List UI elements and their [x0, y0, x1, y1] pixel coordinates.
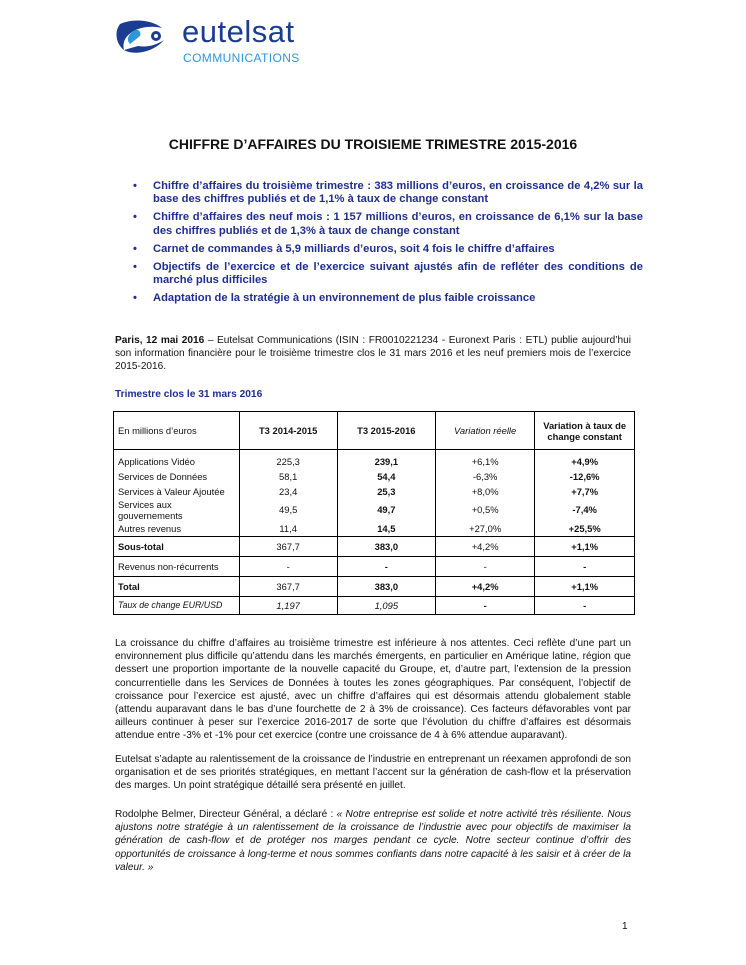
body-paragraph: La croissance du chiffre d’affaires au troisième trimestre est inférieure à nos attentes. Ceci reflète d’une part un environnement plus difficile qu’attendu dans les marchés émergents, en particulier en Amérique latine, région que dessert une proportion importante de la nouvelle capacité du Groupe, et, d’autre part, l’extension de la pression concurrentielle dans les Services de Données à toutes les zones géographiques. Par conséquent, l’objectif de croissance pour l’exercice est ajusté, avec un chiffre d’affaires qui est désormais attendu globalement stable (attendu auparavant dans le bas d’une fourchette de 2 à 3% de croissance). Ces facteurs défavorables vont par ailleurs continuer à peser sur l’exercice 2016-2017 de sorte que l’évolution du chiffre d’affaires est désormais attendue entre -3% et -1% pour cet exercice (contre une croissance de 4 à 6% attendue auparavant).: [115, 638, 631, 742]
quote-text: « Notre entreprise est solide et notre activité très résiliente. Nous ajustons notre stratégie à un ralentissement de la croissance de l’industrie avec pour objectifs de maximiser la génération de cash-flow et de protéger nos marges pendant ce cycle. Notre secteur continue d’offrir des opportunités de croissance à long-terme et nous sommes confiants dans notre capacité à les saisir et à créer de la valeur. »: [115, 809, 631, 873]
table-header-cell: T3 2014-2015: [239, 412, 337, 450]
table-row: Services aux gouvernements 49,5 49,7 +0,5% -7,4%: [114, 499, 635, 521]
bullet-icon: •: [133, 292, 137, 305]
eutelsat-logo-icon: [112, 18, 174, 58]
table-row: Services de Données 58,1 54,4 -6,3% -12,6%: [114, 469, 635, 484]
dateline: Paris, 12 mai 2016: [115, 335, 205, 346]
bullet-icon: •: [133, 180, 137, 192]
bullet-icon: •: [133, 242, 137, 255]
table-row: Autres revenus 11,4 14,5 +27,0% +25,5%: [114, 521, 635, 537]
highlight-item: • Carnet de commandes à 5,9 milliards d’euros, soit 4 fois le chiffre d’affaires: [133, 242, 555, 255]
table-header-cell: Variation à taux de change constant: [535, 412, 635, 450]
revenue-table: [113, 411, 635, 615]
page-number: 1: [622, 921, 628, 932]
document-title: CHIFFRE D’AFFAIRES DU TROISIEME TRIMESTRE 2015-2016: [168, 136, 578, 152]
nonrecurring-row: Revenus non-récurrents - - - -: [114, 556, 635, 576]
table-section-title: Trimestre clos le 31 mars 2016: [115, 389, 263, 400]
quote-attribution: Rodolphe Belmer, Directeur Général, a déclaré :: [115, 809, 337, 820]
fx-row: Taux de change EUR/USD 1,197 1,095 - -: [114, 596, 635, 614]
highlights-list: [133, 180, 643, 311]
highlight-item: • Adaptation de la stratégie à un environnement de plus faible croissance: [133, 292, 536, 305]
table-header-cell: En millions d’euros: [114, 412, 240, 450]
table-header-cell: T3 2015-2016: [337, 412, 435, 450]
subtotal-row: Sous-total 367,7 383,0 +4,2% +1,1%: [114, 536, 635, 556]
highlight-item: • Objectifs de l’exercice et de l’exercice suivant ajustés afin de refléter des conditions de marché plus difficiles: [133, 261, 643, 287]
table-row: Services à Valeur Ajoutée 23,4 25,3 +8,0% +7,7%: [114, 484, 635, 499]
intro-paragraph: Paris, 12 mai 2016 – Eutelsat Communications (ISIN : FR0010221234 - Euronext Paris : ETL) publie aujourd’hui son information financière pour le troisième trimestre clos le 31 mars 2016 et les neuf premiers mois de l’exercice 2015-2016.: [115, 335, 631, 373]
table-header-row: [114, 412, 635, 450]
table-row: Applications Vidéo 225,3 239,1 +6,1% +4,9%: [114, 454, 635, 469]
body-paragraph: Eutelsat s’adapte au ralentissement de la croissance de l’industrie en entreprenant un réexamen approfondi de son organisation et de ses priorités stratégiques, en mettant l’accent sur la génération de cash-flow et la préservation des marges. Un point stratégique détaillé sera présenté en juillet.: [115, 754, 631, 792]
highlight-item: • Chiffre d’affaires du troisième trimestre : 383 millions d’euros, en croissance de 4,2% sur la base des chiffres publiés et de 1,1% à taux de change constant: [133, 180, 643, 206]
total-row: Total 367,7 383,0 +4,2% +1,1%: [114, 576, 635, 596]
bullet-icon: •: [133, 261, 137, 274]
highlight-item: • Chiffre d’affaires des neuf mois : 1 157 millions d’euros, en croissance de 6,1% sur la base des chiffres publiés et de 1,3% à taux de change constant: [133, 211, 643, 237]
ceo-quote-paragraph: [115, 808, 631, 874]
eutelsat-logo: [112, 14, 332, 64]
bullet-icon: •: [133, 211, 137, 224]
table-header-cell: Variation réelle: [435, 412, 534, 450]
logo-wordmark: eutelsat: [182, 14, 295, 49]
logo-subtitle: COMMUNICATIONS: [183, 51, 300, 65]
